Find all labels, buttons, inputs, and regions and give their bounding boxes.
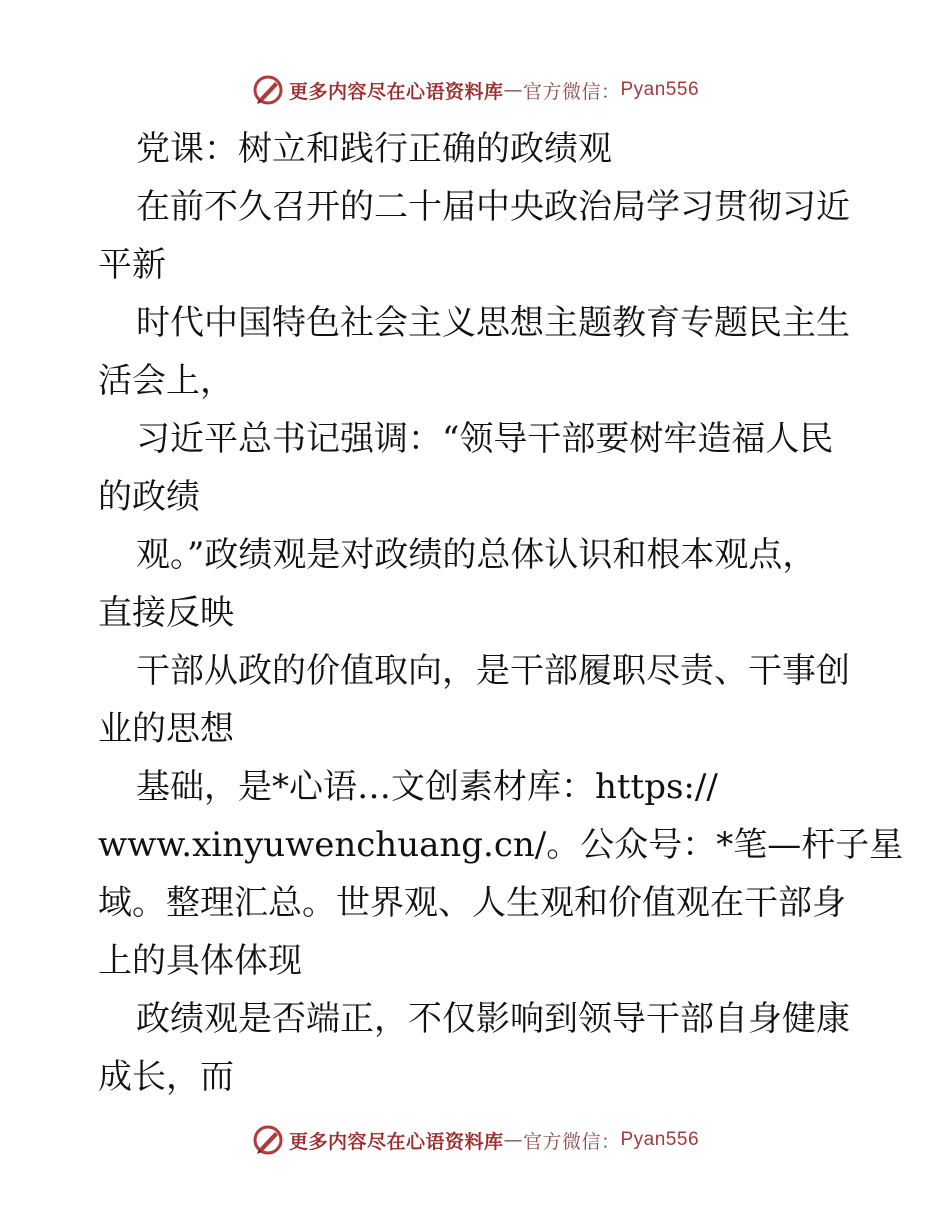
footer-banner <box>0 1120 950 1160</box>
doc-line: 习近平总书记强调：“领导干部要树牢造福人民 <box>136 419 834 459</box>
document-body <box>98 120 904 1106</box>
doc-line: 时代中国特色社会主义思想主题教育专题民主生 <box>136 303 850 343</box>
doc-line: 干部从政的价值取向，是干部履职尽责、干事创 <box>136 651 850 691</box>
banner-wechat-id: Pyan556 <box>620 79 700 100</box>
banner-wechat-label: 官方微信： <box>522 80 621 103</box>
doc-line: 活会上， <box>98 361 234 401</box>
pen-seal-icon <box>251 73 285 107</box>
doc-line: www.xinyuwenchuang.cn/。公众号：*笔—杆子星 <box>98 825 904 865</box>
doc-line: 观。”政绩观是对政绩的总体认识和根本观点， <box>136 535 817 575</box>
banner-title: 更多内容尽在心语资料库 <box>288 80 504 103</box>
banner-title: 更多内容尽在心语资料库 <box>288 1130 504 1153</box>
doc-line: 上的具体体现 <box>98 941 302 981</box>
doc-line: 业的思想 <box>98 709 234 749</box>
doc-line: 的政绩 <box>98 477 200 517</box>
doc-line: 直接反映 <box>98 593 234 633</box>
banner-wechat-label: 官方微信： <box>522 1130 621 1153</box>
doc-line: 政绩观是否端正，不仅影响到领导干部自身健康 <box>136 999 850 1039</box>
banner-wechat-id: Pyan556 <box>620 1129 700 1150</box>
doc-line: 平新 <box>98 245 166 285</box>
doc-line: 基础，是*心语…文创素材库：https:// <box>136 767 718 807</box>
doc-line: 在前不久召开的二十届中央政治局学习贯彻习近 <box>136 187 850 227</box>
banner-separator: — <box>503 1129 523 1151</box>
doc-line: 成长，而 <box>98 1057 234 1097</box>
header-banner <box>0 70 950 110</box>
doc-title: 党课：树立和践行正确的政绩观 <box>136 129 612 169</box>
doc-line: 域。整理汇总。世界观、人生观和价值观在干部身 <box>98 883 846 923</box>
pen-seal-icon <box>251 1123 285 1157</box>
banner-separator: — <box>503 79 523 101</box>
